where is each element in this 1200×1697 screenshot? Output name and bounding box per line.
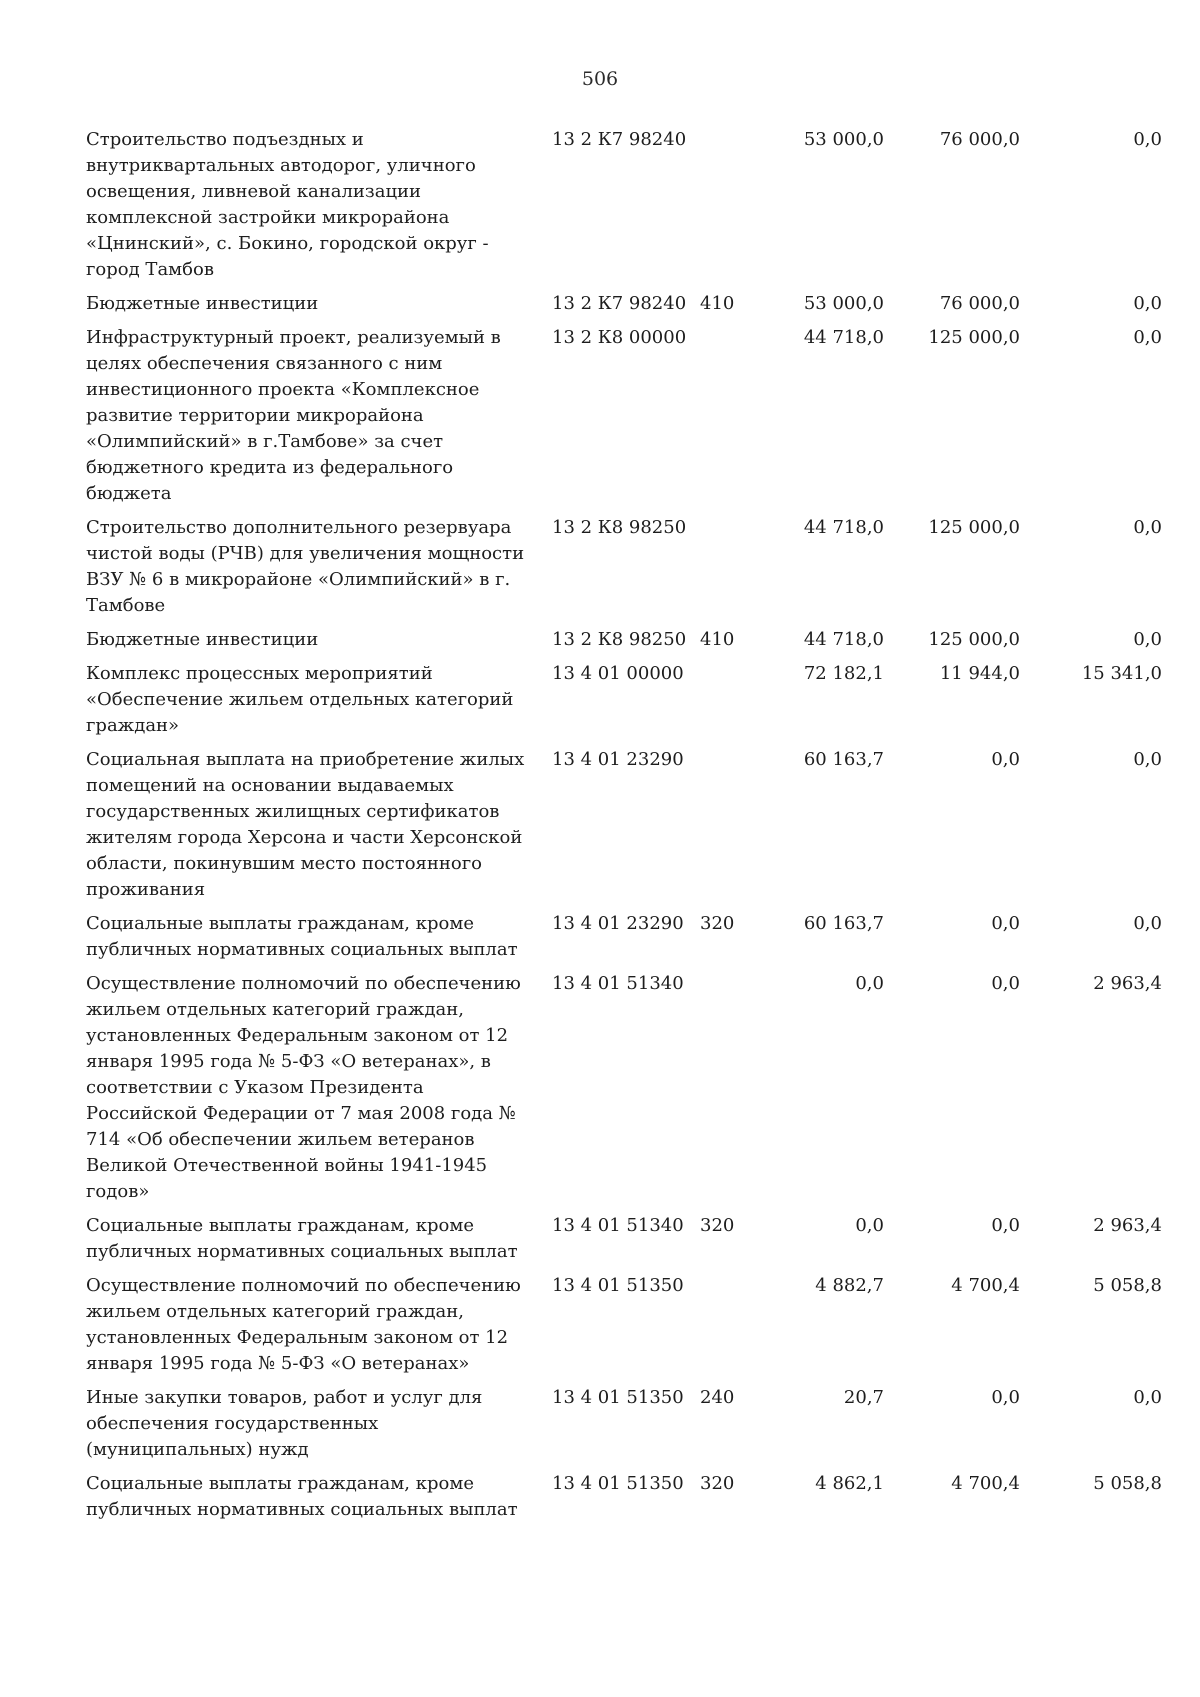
- amount-year-1: 53 000,0: [803, 293, 884, 314]
- target-article-code: 13 2 К8 00000: [552, 327, 687, 348]
- amount-year-3: 0,0: [1133, 913, 1162, 934]
- amount-year-2: 76 000,0: [939, 129, 1020, 150]
- row-description: Строительство дополнительного резервуара чистой воды (РЧВ) для увеличения мощности ВЗУ № 6 в микрорайоне «Олимпийский» в г. Тамбове: [86, 517, 525, 616]
- amount-year-3: 2 963,4: [1093, 1215, 1162, 1236]
- table-row: [0, 515, 1200, 619]
- table-row: [0, 747, 1200, 903]
- amount-year-2: 0,0: [991, 1215, 1020, 1236]
- target-article-code: 13 2 К8 98250: [552, 517, 687, 538]
- amount-year-2: 0,0: [991, 913, 1020, 934]
- table-row: [0, 661, 1200, 739]
- target-article-code: 13 4 01 51340: [552, 973, 684, 994]
- row-description: Иные закупки товаров, работ и услуг для обеспечения государственных (муниципальных) нужд: [86, 1387, 483, 1460]
- amount-year-3: 0,0: [1133, 517, 1162, 538]
- amount-year-2: 125 000,0: [928, 327, 1020, 348]
- target-article-code: 13 4 01 51340: [552, 1215, 684, 1236]
- amount-year-1: 0,0: [855, 1215, 884, 1236]
- amount-year-2: 4 700,4: [951, 1275, 1020, 1296]
- table-row: [0, 971, 1200, 1205]
- row-description: Социальные выплаты гражданам, кроме публичных нормативных социальных выплат: [86, 1215, 518, 1262]
- target-article-code: 13 4 01 00000: [552, 663, 684, 684]
- amount-year-2: 125 000,0: [928, 517, 1020, 538]
- table-row: [0, 1273, 1200, 1377]
- amount-year-2: 11 944,0: [939, 663, 1020, 684]
- target-article-code: 13 4 01 51350: [552, 1473, 684, 1494]
- amount-year-2: 76 000,0: [939, 293, 1020, 314]
- target-article-code: 13 2 К8 98250: [552, 629, 687, 650]
- amount-year-3: 0,0: [1133, 293, 1162, 314]
- target-article-code: 13 2 К7 98240: [552, 293, 687, 314]
- amount-year-3: 0,0: [1133, 129, 1162, 150]
- row-description: Социальные выплаты гражданам, кроме публичных нормативных социальных выплат: [86, 1473, 518, 1520]
- target-article-code: 13 4 01 23290: [552, 913, 684, 934]
- expense-type-code: 320: [700, 1215, 735, 1236]
- table-row: [0, 291, 1200, 317]
- amount-year-3: 0,0: [1133, 749, 1162, 770]
- amount-year-1: 44 718,0: [803, 629, 884, 650]
- table-row: [0, 325, 1200, 507]
- amount-year-2: 4 700,4: [951, 1473, 1020, 1494]
- amount-year-2: 125 000,0: [928, 629, 1020, 650]
- row-description: Комплекс процессных мероприятий «Обеспечение жильем отдельных категорий граждан»: [86, 663, 514, 736]
- amount-year-3: 5 058,8: [1093, 1275, 1162, 1296]
- row-description: Бюджетные инвестиции: [86, 629, 319, 650]
- amount-year-1: 0,0: [855, 973, 884, 994]
- row-description: Социальные выплаты гражданам, кроме публичных нормативных социальных выплат: [86, 913, 518, 960]
- expense-type-code: 410: [700, 629, 735, 650]
- amount-year-3: 0,0: [1133, 629, 1162, 650]
- table-row: [0, 1471, 1200, 1523]
- table-row: [0, 911, 1200, 963]
- amount-year-1: 72 182,1: [803, 663, 884, 684]
- row-description: Осуществление полномочий по обеспечению жильем отдельных категорий граждан, установленных Федеральным законом от 12 января 1995 года № 5-ФЗ «О ветеранах»: [86, 1275, 521, 1374]
- amount-year-2: 0,0: [991, 1387, 1020, 1408]
- target-article-code: 13 4 01 51350: [552, 1275, 684, 1296]
- target-article-code: 13 2 К7 98240: [552, 129, 687, 150]
- table-row: [0, 127, 1200, 283]
- amount-year-1: 20,7: [843, 1387, 884, 1408]
- target-article-code: 13 4 01 23290: [552, 749, 684, 770]
- row-description: Строительство подъездных и внутриквартальных автодорог, уличного освещения, ливневой канализации комплексной застройки микрорайона «Цнинский», с. Бокино, городской округ - город Тамбов: [86, 129, 489, 280]
- amount-year-1: 44 718,0: [803, 327, 884, 348]
- expense-type-code: 240: [700, 1387, 735, 1408]
- row-description: Бюджетные инвестиции: [86, 293, 319, 314]
- amount-year-1: 53 000,0: [803, 129, 884, 150]
- budget-table: [0, 127, 1200, 1531]
- amount-year-2: 0,0: [991, 973, 1020, 994]
- amount-year-2: 0,0: [991, 749, 1020, 770]
- table-row: [0, 1385, 1200, 1463]
- expense-type-code: 410: [700, 293, 735, 314]
- row-description: Осуществление полномочий по обеспечению жильем отдельных категорий граждан, установленных Федеральным законом от 12 января 1995 года № 5-ФЗ «О ветеранах», в соответствии с Указом Президента Российской Федерации от 7 мая 2008 года № 714 «Об обеспечении жильем ветеранов Великой Отечественной войны 1941-1945 годов»: [86, 973, 521, 1202]
- expense-type-code: 320: [700, 1473, 735, 1494]
- table-row: [0, 1213, 1200, 1265]
- amount-year-3: 0,0: [1133, 1387, 1162, 1408]
- amount-year-1: 4 882,7: [815, 1275, 884, 1296]
- table-row: [0, 627, 1200, 653]
- amount-year-3: 2 963,4: [1093, 973, 1162, 994]
- amount-year-1: 4 862,1: [815, 1473, 884, 1494]
- amount-year-1: 44 718,0: [803, 517, 884, 538]
- amount-year-3: 5 058,8: [1093, 1473, 1162, 1494]
- amount-year-1: 60 163,7: [803, 913, 884, 934]
- page-number: 506: [581, 68, 619, 90]
- amount-year-3: 15 341,0: [1081, 663, 1162, 684]
- row-description: Социальная выплата на приобретение жилых помещений на основании выдаваемых государственных жилищных сертификатов жителям города Херсона и части Херсонской области, покинувшим место постоянного проживания: [86, 749, 525, 900]
- target-article-code: 13 4 01 51350: [552, 1387, 684, 1408]
- expense-type-code: 320: [700, 913, 735, 934]
- amount-year-3: 0,0: [1133, 327, 1162, 348]
- amount-year-1: 60 163,7: [803, 749, 884, 770]
- row-description: Инфраструктурный проект, реализуемый в целях обеспечения связанного с ним инвестиционного проекта «Комплексное развитие территории микрорайона «Олимпийский» в г.Тамбове» за счет бюджетного кредита из федерального бюджета: [86, 327, 501, 504]
